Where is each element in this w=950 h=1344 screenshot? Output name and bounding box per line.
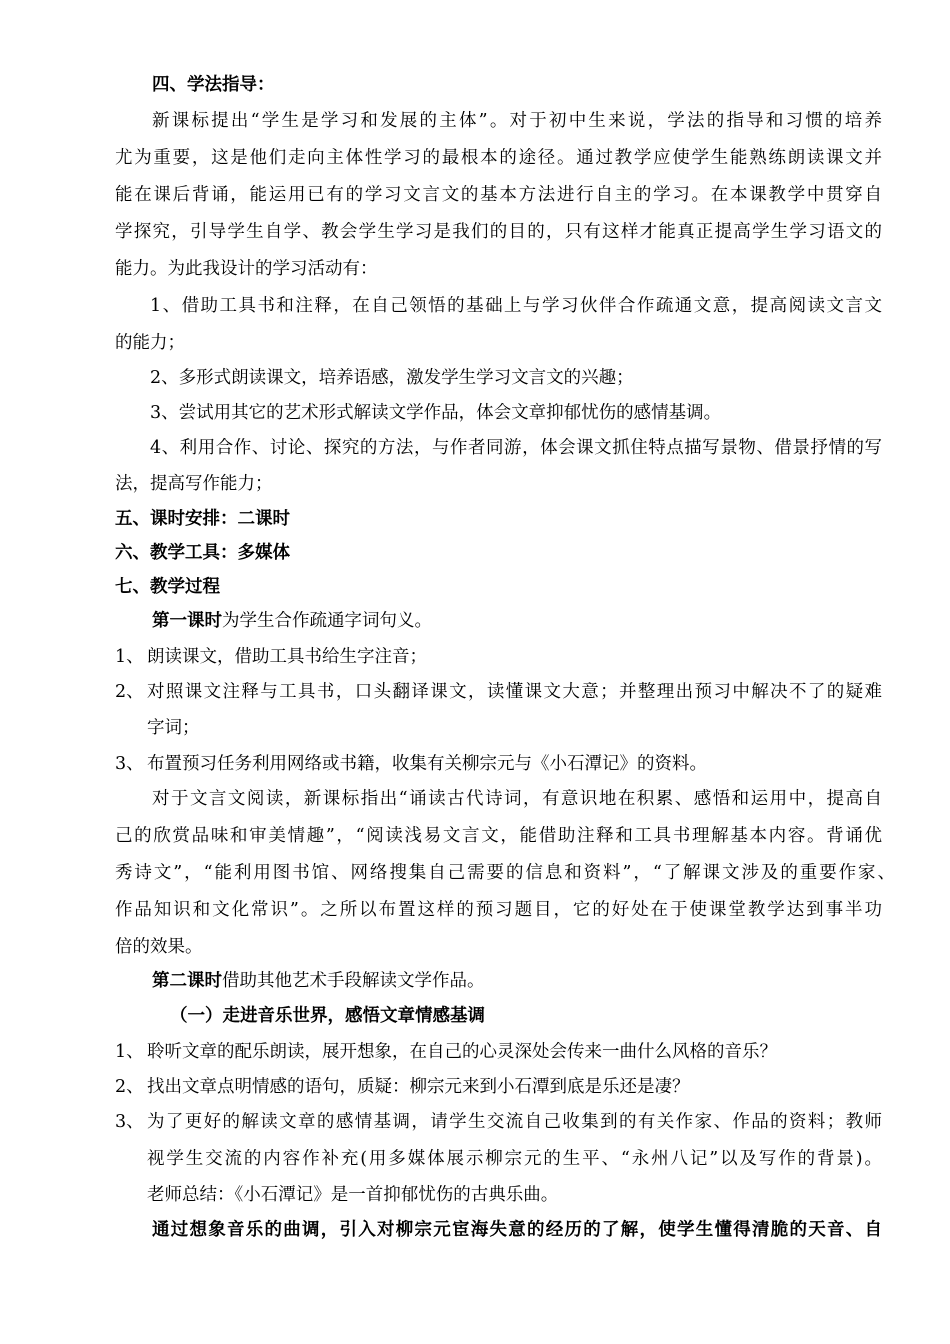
section-4-para-line: 能在课后背诵，能运用已有的学习文言文的基本方法进行自主的学习。在本课教学中贯穿自 [115, 185, 882, 205]
section-4-heading: 四、学法指导： [152, 75, 275, 95]
lesson-2-label: 第二课时 [152, 971, 222, 991]
activity-item: 的能力； [115, 333, 185, 353]
lesson-2-item-text: 老师总结：《小石潭记》是一首抑郁忧伤的古典乐曲。 [147, 1185, 559, 1205]
lesson-2-item-number: 3、 [115, 1112, 144, 1132]
lesson-1-para-line: 秀诗文”，“能利用图书馆、网络搜集自己需要的信息和资料”，“了解课文涉及的重要作家、 [115, 863, 895, 883]
lesson-1-para-line: 倍的效果。 [115, 937, 203, 957]
lesson-1-para-line: 对于文言文阅读，新课标指出“诵读古代诗词，有意识地在积累、感悟和运用中，提高自 [152, 789, 882, 809]
section-4-para-line: 尤为重要，这是他们走向主体性学习的最根本的途径。通过教学应使学生能熟练朗读课文并 [115, 148, 882, 168]
lesson-2-subheading: （一）走进音乐世界，感悟文章情感基调 [170, 1006, 485, 1026]
activity-item: 法，提高写作能力； [115, 474, 273, 494]
activity-item: 4、利用合作、讨论、探究的方法，与作者同游，体会课文抓住特点描写景物、借景抒情的写 [150, 438, 882, 458]
lesson-1-item-text: 朗读课文，借助工具书给生字注音； [147, 647, 427, 667]
lesson-2-summary: 通过想象音乐的曲调，引入对柳宗元宦海失意的经历的了解，使学生懂得清脆的天音、自 [152, 1220, 882, 1240]
lesson-1-item-number: 1、 [115, 647, 144, 667]
section-4-para-line: 能力。为此我设计的学习活动有： [115, 259, 378, 279]
activity-item: 2、多形式朗读课文，培养语感，激发学生学习文言文的兴趣； [150, 368, 634, 388]
lesson-1-label: 第一课时 [152, 611, 222, 631]
section-4-para-line: 新课标提出“学生是学习和发展的主体”。对于初中生来说，学法的指导和习惯的培养 [152, 111, 882, 131]
lesson-2-item-number: 1、 [115, 1042, 144, 1062]
lesson-1-item-text: 字词； [147, 718, 200, 738]
lesson-1-para-line: 己的欣赏品味和审美情趣”，“阅读浅易文言文，能借助注释和工具书理解基本内容。背诵优 [115, 826, 882, 846]
lesson-1-desc: 为学生合作疏通字词句义。 [222, 611, 432, 631]
lesson-1-para-line: 作品知识和文化常识”。之所以布置这样的预习题目，它的好处在于使课堂教学达到事半功 [115, 900, 882, 920]
section-5-heading: 五、课时安排：二课时 [115, 509, 290, 529]
lesson-2-item-text: 聆听文章的配乐朗读，展开想象，在自己的心灵深处会传来一曲什么风格的音乐？ [147, 1042, 777, 1062]
section-4-para-line: 学探究，引导学生自学、教会学生学习是我们的目的，只有这样才能真正提高学生学习语文的 [115, 222, 882, 242]
lesson-1-item-text: 对照课文注释与工具书，口头翻译课文，读懂课文大意；并整理出预习中解决不了的疑难 [147, 682, 882, 702]
lesson-2-item-text: 为了更好的解读文章的感情基调，请学生交流自己收集到的有关作家、作品的资料；教师 [147, 1112, 882, 1132]
lesson-1-item-number: 3、 [115, 754, 144, 774]
lesson-2-item-text: 找出文章点明情感的语句，质疑：柳宗元来到小石潭到底是乐还是凄？ [147, 1077, 690, 1097]
activity-item: 1、借助工具书和注释，在自己领悟的基础上与学习伙伴合作疏通文意，提高阅读文言文 [150, 296, 882, 316]
section-7-heading: 七、教学过程 [115, 577, 220, 597]
lesson-2-item-number: 2、 [115, 1077, 144, 1097]
lesson-1-item-text: 布置预习任务利用网络或书籍，收集有关柳宗元与《小石潭记》的资料。 [147, 754, 707, 774]
lesson-1-item-number: 2、 [115, 682, 144, 702]
lesson-1-intro [152, 609, 432, 633]
lesson-2-intro [152, 969, 485, 993]
activity-item: 3、尝试用其它的艺术形式解读文学作品，体会文章抑郁忧伤的感情基调。 [150, 403, 722, 423]
lesson-2-item-text: 视学生交流的内容作补充(用多媒体展示柳宗元的生平、“永州八记”以及写作的背景)。 [147, 1149, 882, 1169]
lesson-2-desc: 借助其他艺术手段解读文学作品。 [222, 971, 485, 991]
section-6-heading: 六、教学工具：多媒体 [115, 543, 290, 563]
